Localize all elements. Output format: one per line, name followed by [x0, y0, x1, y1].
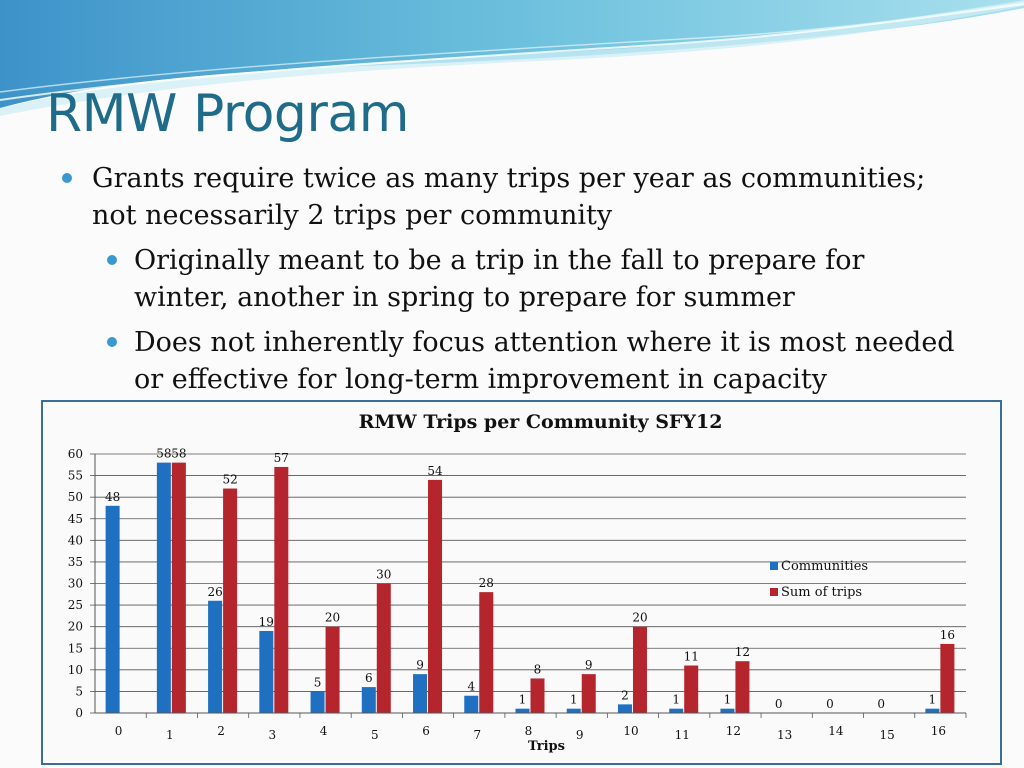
x-tick-label: 4	[319, 724, 328, 738]
sum-of-trips-bar	[223, 489, 237, 713]
x-tick-label: 5	[370, 728, 379, 742]
y-tick-label: 60	[67, 447, 83, 461]
communities-bar	[106, 506, 120, 713]
communities-bar	[720, 709, 734, 713]
data-label: 57	[273, 450, 289, 465]
x-tick-label: 13	[777, 728, 793, 742]
data-label: 16	[939, 627, 956, 642]
data-label: 1	[518, 692, 527, 707]
y-tick-label: 5	[75, 684, 83, 699]
slide-title: RMW Program	[46, 84, 409, 144]
x-tick-label: 12	[725, 724, 742, 738]
data-label: 2	[621, 688, 629, 703]
communities-bar	[464, 696, 478, 713]
x-tick-label: 7	[473, 728, 482, 742]
bullet-dot-icon	[62, 173, 72, 183]
x-axis-title: Trips	[528, 739, 565, 754]
sub-bullet-item	[62, 242, 962, 316]
y-tick-label: 10	[67, 662, 83, 677]
legend-swatch-sum-of-trips	[770, 588, 778, 596]
bar-chart	[43, 402, 1000, 763]
legend-label: Communities	[781, 559, 869, 574]
y-tick-label: 0	[75, 706, 83, 720]
data-label: 1	[672, 692, 681, 707]
communities-bar	[362, 687, 376, 713]
sub-bullet-item	[62, 324, 962, 398]
sum-of-trips-bar	[326, 627, 340, 713]
chart-container	[41, 400, 1002, 765]
y-tick-label: 40	[67, 533, 83, 548]
data-label: 12	[734, 645, 751, 660]
bullet-item	[62, 160, 962, 234]
legend-swatch-communities	[770, 562, 778, 570]
data-label: 9	[416, 658, 424, 673]
x-tick-label: 1	[166, 728, 174, 742]
bullet-list	[62, 160, 962, 398]
y-tick-label: 55	[67, 468, 83, 483]
bullet-dot-icon	[107, 255, 117, 265]
data-label: 19	[258, 614, 274, 629]
sum-of-trips-bar	[531, 678, 545, 713]
bullet-text: Originally meant to be a trip in the fall to prepare for winter, another in spring to prepare for summer	[134, 245, 865, 313]
data-label: 28	[478, 576, 494, 591]
legend-label: Sum of trips	[781, 585, 863, 600]
data-label: 20	[632, 610, 648, 625]
data-label: 11	[683, 649, 699, 664]
y-tick-label: 50	[67, 490, 83, 505]
communities-bar	[157, 463, 171, 713]
data-label: 52	[222, 472, 238, 487]
data-label: 30	[376, 567, 392, 582]
communities-bar	[516, 709, 530, 713]
data-label: 6	[364, 671, 373, 686]
data-label: 5	[313, 675, 322, 690]
data-label: 26	[207, 584, 223, 599]
communities-bar	[208, 601, 222, 713]
x-tick-label: 0	[114, 724, 123, 738]
data-label: 9	[584, 658, 593, 673]
bullet-text: Grants require twice as many trips per year as communities; not necessarily 2 trips per community	[92, 163, 926, 231]
sum-of-trips-bar	[684, 666, 698, 713]
data-label: 20	[324, 610, 341, 625]
x-tick-label: 11	[674, 728, 690, 742]
data-label: 1	[723, 692, 732, 707]
data-label: 48	[104, 489, 121, 504]
bullet-text: Does not inherently focus attention where it is most needed or effective for long-term improvement in capacity	[134, 327, 955, 395]
x-tick-label: 14	[828, 724, 844, 738]
sum-of-trips-bar	[940, 644, 954, 713]
chart-title: RMW Trips per Community SFY12	[358, 411, 723, 433]
y-tick-label: 35	[67, 554, 83, 569]
x-tick-label: 15	[879, 728, 895, 742]
y-tick-label: 25	[67, 598, 83, 613]
x-tick-label: 16	[930, 724, 947, 738]
data-label: 8	[533, 662, 542, 677]
communities-bar	[618, 704, 632, 713]
data-label: 0	[826, 697, 834, 711]
sum-of-trips-bar	[428, 480, 442, 713]
data-label: 58	[156, 446, 172, 461]
sum-of-trips-bar	[377, 584, 391, 714]
x-tick-label: 10	[623, 724, 639, 738]
y-tick-label: 45	[67, 511, 83, 526]
data-label: 4	[467, 679, 476, 694]
x-tick-label: 2	[217, 724, 225, 738]
data-label: 1	[928, 692, 937, 707]
communities-bar	[413, 674, 427, 713]
sum-of-trips-bar	[633, 627, 647, 713]
y-tick-label: 20	[67, 619, 83, 634]
communities-bar	[311, 691, 325, 713]
sum-of-trips-bar	[735, 661, 749, 713]
x-tick-label: 8	[524, 724, 533, 738]
sum-of-trips-bar	[582, 674, 596, 713]
communities-bar	[567, 709, 581, 713]
data-label: 0	[774, 697, 783, 711]
y-tick-label: 15	[67, 641, 83, 656]
y-tick-label: 30	[67, 576, 83, 591]
communities-bar	[669, 709, 683, 713]
sum-of-trips-bar	[274, 467, 288, 713]
data-label: 1	[569, 692, 578, 707]
data-label: 0	[877, 697, 885, 711]
communities-bar	[259, 631, 273, 713]
sum-of-trips-bar	[479, 592, 493, 713]
x-tick-label: 6	[422, 724, 430, 738]
communities-bar	[925, 709, 939, 713]
sum-of-trips-bar	[172, 463, 186, 713]
data-label: 58	[171, 446, 187, 461]
bullet-dot-icon	[107, 337, 117, 347]
x-tick-label: 3	[268, 728, 277, 742]
x-tick-label: 9	[575, 728, 584, 742]
data-label: 54	[427, 463, 443, 478]
